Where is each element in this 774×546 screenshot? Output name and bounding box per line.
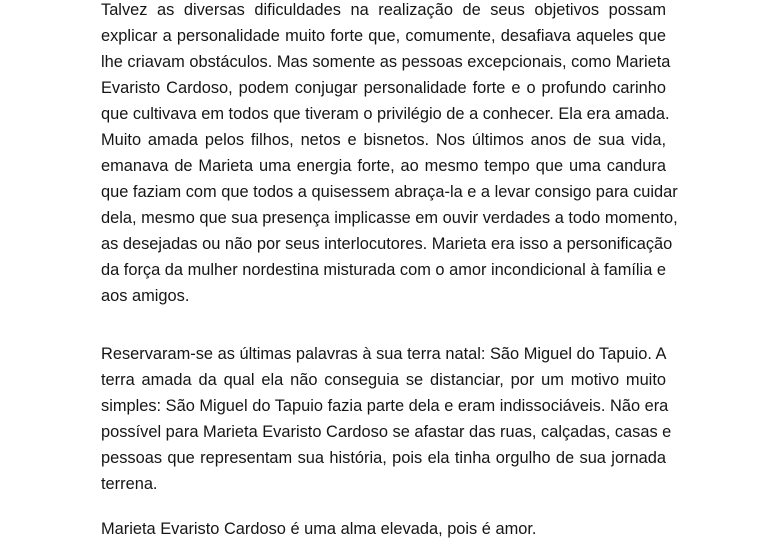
paragraph-1-line: que cultivava em todos que tiveram o privilégio de a conhecer. Ela era amada. <box>101 105 670 123</box>
paragraph-1-line: explicar a personalidade muito forte que, comumente, desafiava aqueles que <box>101 27 666 45</box>
paragraph-2-line: terrena. <box>101 475 158 493</box>
paragraph-2-line: terra amada da qual ela não conseguia se distanciar, por um motivo muito <box>101 371 666 389</box>
paragraph-2-line: possível para Marieta Evaristo Cardoso se afastar das ruas, calçadas, casas e <box>101 423 672 441</box>
paragraph-3-line: Marieta Evaristo Cardoso é uma alma elevada, pois é amor. <box>101 520 537 538</box>
paragraph-1-line: aos amigos. <box>101 287 190 305</box>
paragraph-1-line: emanava de Marieta uma energia forte, ao mesmo tempo que uma candura <box>101 157 666 175</box>
paragraph-1-line: Talvez as diversas dificuldades na realização de seus objetivos possam <box>101 1 666 19</box>
paragraph-1-line: da força da mulher nordestina misturada com o amor incondicional à família e <box>101 261 666 279</box>
paragraph-1-line: dela, mesmo que sua presença implicasse em ouvir verdades a todo momento, <box>101 209 678 227</box>
paragraph-1-line: lhe criavam obstáculos. Mas somente as pessoas excepcionais, como Marieta <box>101 53 671 71</box>
paragraph-1-line: Muito amada pelos filhos, netos e bisnetos. Nos últimos anos de sua vida, <box>101 131 666 149</box>
paragraph-1-line: que faziam com que todos a quisessem abraça-la e a levar consigo para cuidar <box>101 183 678 201</box>
paragraph-2-line: pessoas que representam sua história, pois ela tinha orgulho de sua jornada <box>101 449 666 467</box>
paragraph-2-line: simples: São Miguel do Tapuio fazia parte dela e eram indissociáveis. Não era <box>101 397 669 415</box>
paragraph-1-line: as desejadas ou não por seus interlocutores. Marieta era isso a personificação <box>101 235 673 253</box>
paragraph-2-line: Reservaram-se as últimas palavras à sua terra natal: São Miguel do Tapuio. A <box>101 345 667 363</box>
paragraph-1-line: Evaristo Cardoso, podem conjugar personalidade forte e o profundo carinho <box>101 79 666 97</box>
